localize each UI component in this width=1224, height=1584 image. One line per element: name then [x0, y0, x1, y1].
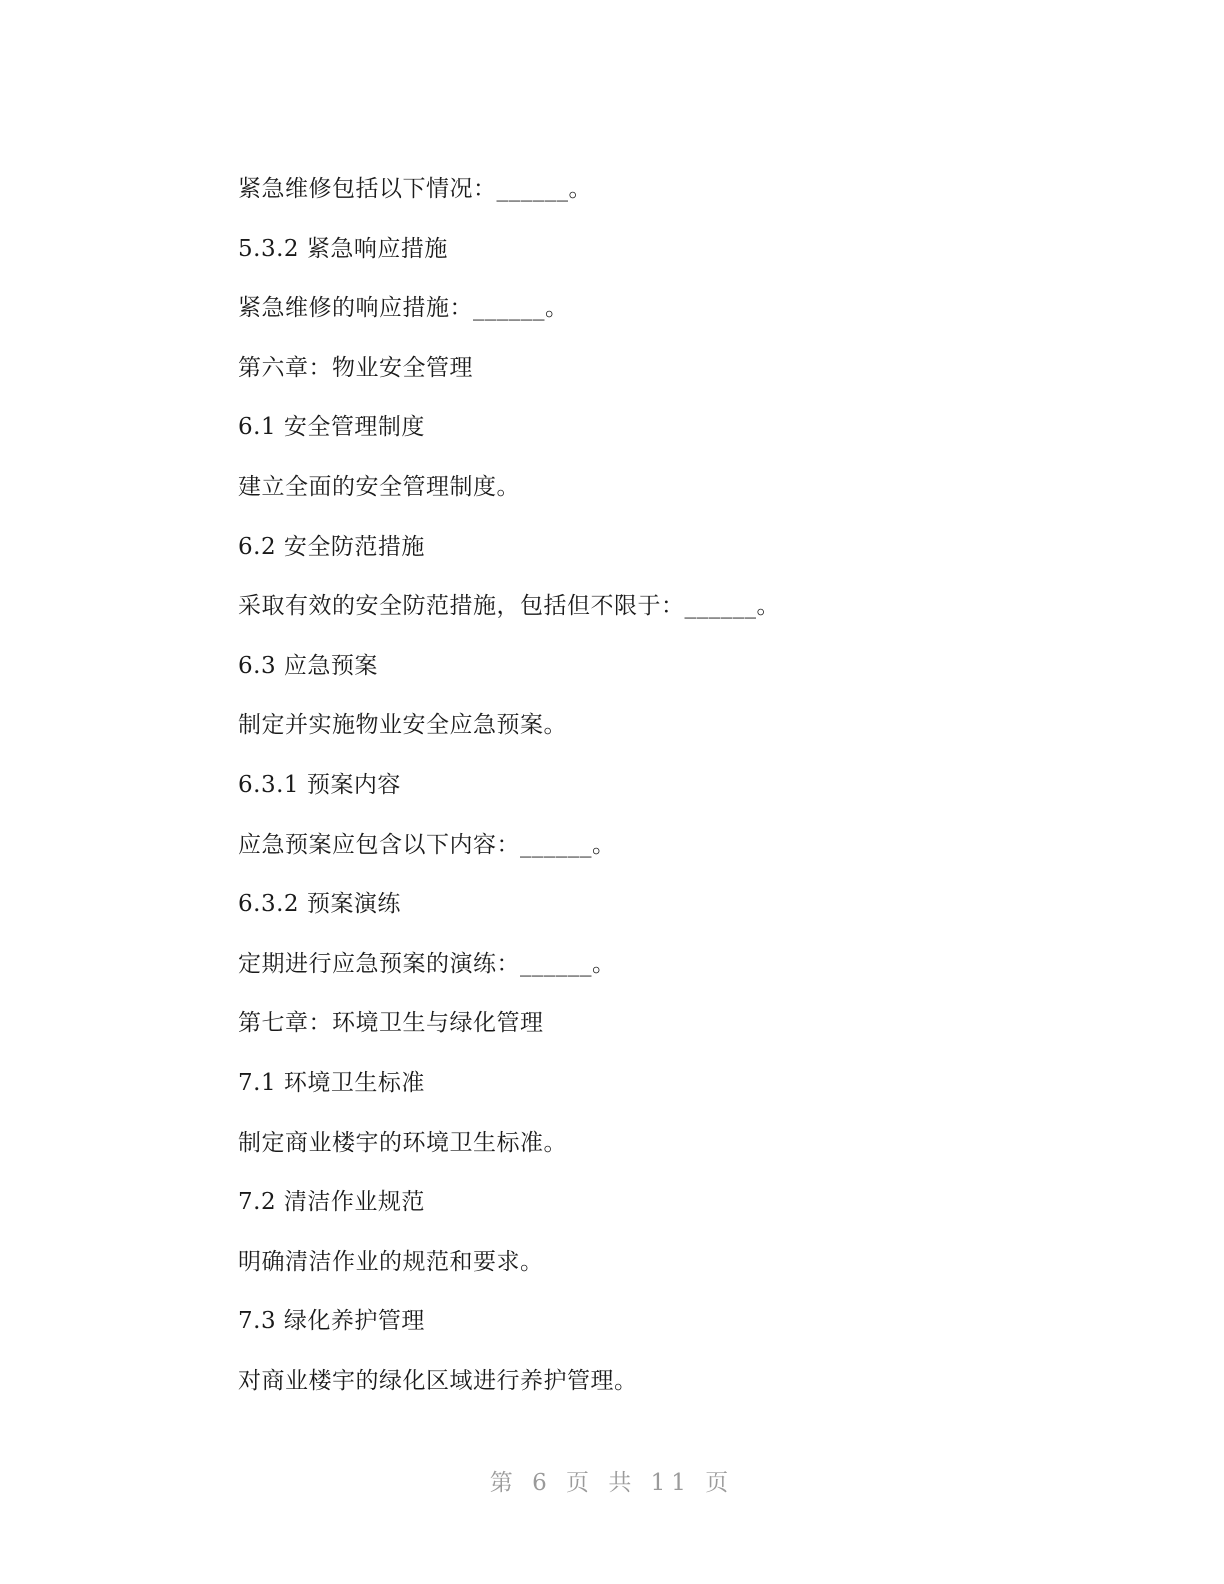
- section-heading: 6.2 安全防范措施: [238, 533, 425, 560]
- body-paragraph: 紧急维修的响应措施：______。: [238, 295, 569, 322]
- section-heading: 6.3.2 预案演练: [238, 891, 401, 918]
- section-heading: 7.1 环境卫生标准: [238, 1069, 425, 1096]
- section-heading: 5.3.2 紧急响应措施: [238, 235, 448, 262]
- section-heading: 6.3.1 预案内容: [238, 771, 401, 798]
- body-paragraph: 紧急维修包括以下情况：______。: [238, 176, 592, 202]
- body-paragraph: 采取有效的安全防范措施，包括但不限于：______。: [238, 593, 780, 620]
- body-paragraph: 制定商业楼宇的环境卫生标准。: [238, 1129, 567, 1156]
- page-number-footer: 第 6 页 共 11 页: [489, 1470, 735, 1496]
- chapter-heading: 第七章：环境卫生与绿化管理: [238, 1010, 544, 1037]
- section-heading: 7.2 清洁作业规范: [238, 1189, 425, 1216]
- body-paragraph: 制定并实施物业安全应急预案。: [238, 712, 567, 739]
- section-heading: 6.3 应急预案: [238, 652, 378, 679]
- chapter-heading: 第六章：物业安全管理: [238, 354, 473, 381]
- section-heading: 7.3 绿化养护管理: [238, 1308, 425, 1335]
- section-heading: 6.1 安全管理制度: [238, 414, 425, 441]
- body-paragraph: 建立全面的安全管理制度。: [238, 473, 520, 500]
- body-paragraph: 对商业楼宇的绿化区域进行养护管理。: [238, 1367, 638, 1394]
- body-paragraph: 应急预案应包含以下内容：______。: [238, 831, 616, 858]
- document-body: [238, 160, 1138, 1411]
- body-paragraph: 定期进行应急预案的演练：______。: [238, 950, 616, 977]
- body-paragraph: 明确清洁作业的规范和要求。: [238, 1248, 544, 1275]
